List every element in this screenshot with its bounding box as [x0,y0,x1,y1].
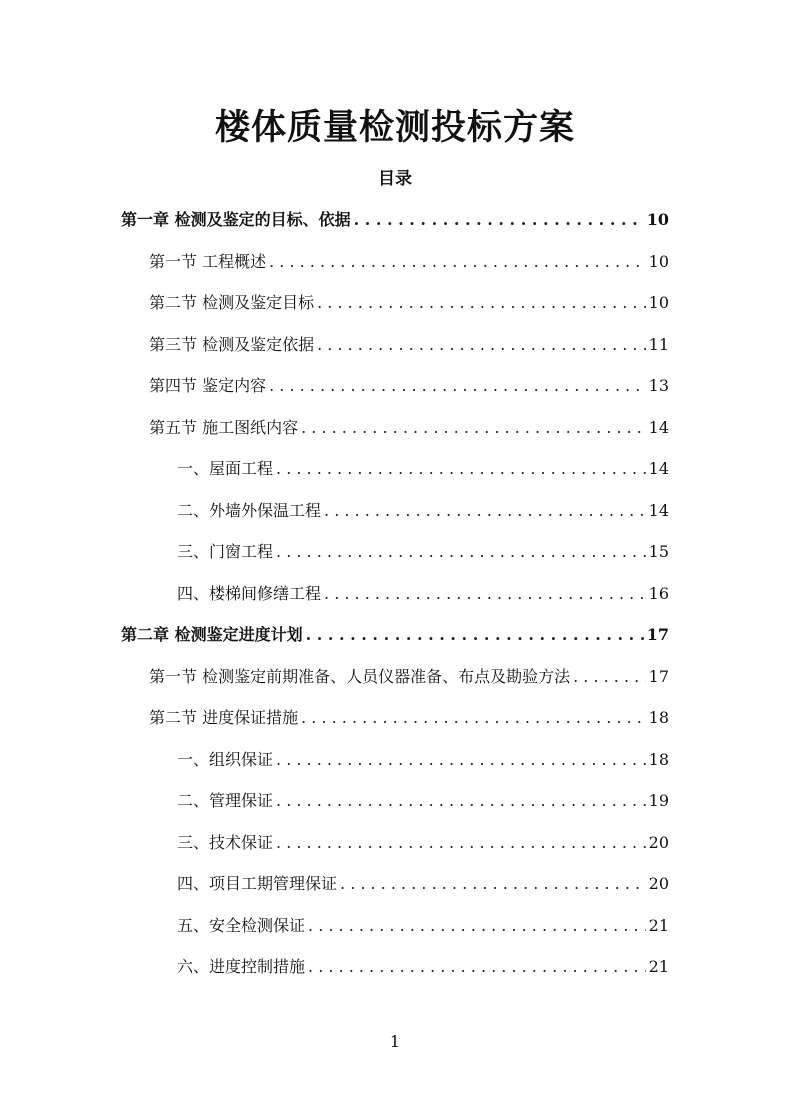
toc-entry-page: 17 [648,666,669,686]
toc-entry-label: 第一章 检测及鉴定的目标、依据 [121,210,351,229]
toc-entry-label: 二、外墙外保温工程 [177,500,322,520]
toc-dot-leader [269,249,646,275]
toc-entry-page: 14 [648,459,669,478]
toc-entry[interactable] [121,207,669,233]
toc-entry-label: 一、屋面工程 [177,459,274,478]
toc-dot-leader [276,539,646,565]
toc-dot-leader [269,373,646,399]
toc-entry-page: 14 [648,500,669,520]
toc-entry-label: 第二节 检测及鉴定目标 [149,293,315,312]
toc-entry-label: 第三节 检测及鉴定依据 [149,334,315,354]
toc-entry-page: 18 [648,749,669,769]
toc-entry-label: 第四节 鉴定内容 [149,376,267,395]
toc-entry[interactable] [177,747,669,773]
toc-entry[interactable] [149,705,669,731]
toc-entry-label: 四、项目工期管理保证 [177,874,338,893]
toc-entry-label: 三、门窗工程 [177,542,274,561]
toc-dot-leader [276,788,646,814]
toc-entry[interactable] [149,332,669,358]
toc-dot-leader [354,207,644,233]
toc-entry-page: 15 [648,542,669,561]
toc-entry-page: 16 [648,583,669,603]
toc-entry-label: 五、安全检测保证 [177,915,306,935]
toc-entry[interactable] [177,456,669,482]
toc-entry[interactable] [121,622,669,648]
toc-dot-leader [324,498,646,524]
toc-entry-label: 二、管理保证 [177,791,274,810]
toc-entry-label: 一、组织保证 [177,749,274,769]
toc-dot-leader [317,332,646,358]
toc-entry[interactable] [149,373,669,399]
toc-entry-page: 18 [648,708,669,727]
toc-entry-label: 第五节 施工图纸内容 [149,417,299,437]
toc-entry[interactable] [177,539,669,565]
toc-entry-page: 14 [648,417,669,437]
toc-dot-leader [276,830,646,856]
toc-entry[interactable] [177,498,669,524]
toc-entry[interactable] [177,788,669,814]
toc-entry-page: 20 [648,832,669,852]
toc-entry-label: 第二节 进度保证措施 [149,708,299,727]
toc-entry[interactable] [177,871,669,897]
toc-dot-leader [306,622,644,648]
toc-entry-label: 第一节 工程概述 [149,251,267,271]
toc-entry-label: 第一节 检测鉴定前期准备、人员仪器准备、布点及勘验方法 [149,666,571,686]
toc-entry[interactable] [149,664,669,690]
toc-entry-label: 六、进度控制措施 [177,957,306,976]
toc-dot-leader [308,913,646,939]
toc-heading: 目录 [378,169,412,189]
toc-entry-page: 19 [648,791,669,810]
page-number: 1 [389,1032,401,1051]
toc-entry-label: 三、技术保证 [177,832,274,852]
toc-dot-leader [340,871,646,897]
toc-entry-page: 13 [648,376,669,395]
toc-entry-page: 10 [648,293,669,312]
toc-entry-page: 20 [648,874,669,893]
toc-entry-page: 21 [648,957,669,976]
toc-dot-leader [276,456,646,482]
toc-dot-leader [324,581,646,607]
toc-entry-label: 第二章 检测鉴定进度计划 [121,625,303,644]
toc-dot-leader [301,705,646,731]
toc-entry-page: 10 [648,251,669,271]
toc-entry-label: 四、楼梯间修缮工程 [177,583,322,603]
toc-dot-leader [308,954,646,980]
toc-entry-page: 10 [646,210,669,229]
toc-dot-leader [317,290,646,316]
toc-entry-page: 11 [648,334,669,354]
toc-entry[interactable] [149,290,669,316]
toc-entry[interactable] [177,581,669,607]
document-title: 楼体质量检测投标方案 [214,107,575,148]
toc-entry[interactable] [149,249,669,275]
toc-entry-page: 17 [646,625,669,644]
toc-dot-leader [276,747,646,773]
toc-entry[interactable] [149,415,669,441]
toc-dot-leader [301,415,646,441]
toc-entry[interactable] [177,913,669,939]
toc-entry-page: 21 [648,915,669,935]
toc-entry[interactable] [177,830,669,856]
toc-dot-leader [573,664,646,690]
toc-entry[interactable] [177,954,669,980]
